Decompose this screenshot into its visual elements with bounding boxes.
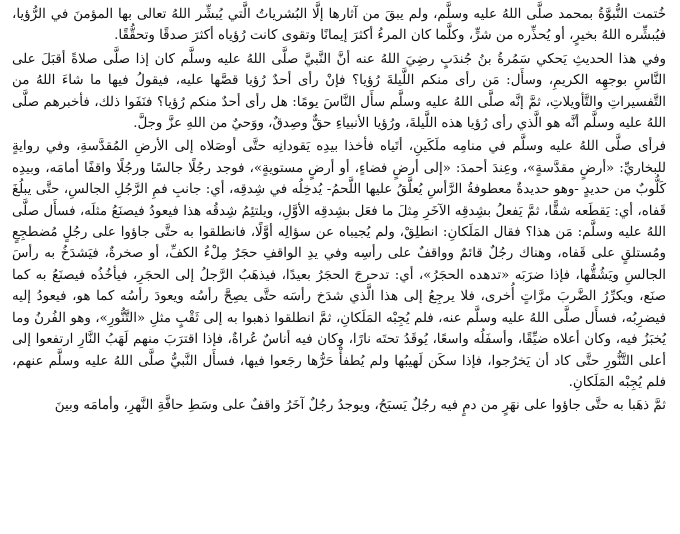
- paragraph-intro: خُتمت النُّبوَّةُ بمحمد صلَّى اللهُ عليه وسلَّم، ولم يبقَ من آثارها إلَّا البُشرياتُ الَّتي يُبشِّر اللهُ تعالى بها المؤمنَ في الرُّؤيا، فيُبشِّره اللهُ بخيرٍ، أو يُحذِّره من شرٍّ، وكلَّما كان المرءُ أكثرَ إيمانًا وتقوى كانت رُؤياه أكثرَ صدقًا وتحقُّقًا.: [12, 7, 666, 44]
- paragraph-dream-narrative: فرأى صلَّى اللهُ عليه وسلَّم في منامِه ملَكَينِ، أتَياه فأخذا بيدِه يَقودانِه حتَّى أوصَلاه إلى الأرضِ المُقدَّسةِ، وفي روايةٍ للبخاريِّ: «أرضٍ مقدَّسةٍ»، وعِندَ أحمدَ: «إلى أرضٍ فضاءٍ، أو أرضٍ مستويةٍ»، فوجد رجُلًا جالسًا ورجُلًا واقفًا أمامَه، وبيدِه كَلُّوبٌ من حديدٍ -وهو حديدةٌ معطوفةُ الرَّأسِ يُعلَّقُ عليها اللَّحمُ- يُدخِلُه في شِدقِه، أي: جانبِ فمِ الرَّجُلِ الجالسِ، حتَّى يبلُغَ قَفاه، أي: يَقطَعه شقًّا، ثمَّ يَفعلُ بشِدقِه الآخَرِ مِثلَ ما فعَل بشِدقِه الأوَّلِ، ويلتئِمُ شِدقُه هذا فيعودُ فيصنَعُ مثلَه، فسأَل صلَّى اللهُ عليه وسلَّم: مَن هذا؟ فقال المَلَكانِ: انطلِقْ، ولم يُجيباه عن سؤالِه أوَّلًا، فانطلقوا به حتَّى جاؤوا على رجُلٍ مُضطجِعٍ ومُستلقٍ على قَفاه، وهناك رجُلٌ قائمٌ وواقفٌ على رأسِه وفي يدِ الواقفِ حجَرٌ مِلْءُ الكفِّ، أو صخرةٌ، فيَشدَخُ به رأسَ الجالسِ ويَشُقُّها، فإذا ضرَبَه «تدهده الحجَرُ»، أي: تدحرجَ الحجَرُ بعيدًا، فيذهَبُ الرَّجلُ إلى الحجَرِ، فيأخُذُه فيصنَعُ به كما صنَع، ويكرِّرُ الضَّربَ مرَّاتٍ أُخرى، فلا يرجِعُ إلى هذا الَّذي شدَخ رأسَه حتَّى يصِحَّ رأسُه ويعودَ رأسُه كما هو، فيعودُ إليه فيضرِبُه، فسأَل صلَّى اللهُ عليه وسلَّم عنه، فلم يُجِبْه المَلَكانِ، ثمَّ انطلقوا ذهبوا به إلى ثَقْبٍ مثلِ «التَّنُّورِ»، وهو الفُرنُ وما يُخبَزُ فيه، وكان أعلاه ضيِّقًا، وأسفَلُه واسعًا، يُوقَدُ تحتَه نارًا، وكان فيه أناسٌ عُراةٌ، فإذا اقترَبَ منهم لَهَبُ النَّارِ ارتفعوا إلى أعلى التَّنُّورِ حتَّى كاد أن يَخرُجوا، فإذا سكَن لَهيبُها ولم يُطفأْ حَرُّها رجَعوا فيها، فسأَل النَّبيُّ صلَّى اللهُ عليه وسلَّم عنهم، فلم يُجِبْه المَلَكانِ.: [12, 139, 666, 390]
- paragraph-river-of-blood: ثمَّ ذهَبا به حتَّى جاؤوا على نهَرٍ من دمٍ فيه رجُلٌ يَسبَحُ، ويوجدُ رجُلٌ آخَرُ واقفٌ على وسَطِ حافَّةِ النَّهرِ، وأمامَه وبينَ: [54, 398, 666, 414]
- paragraph-hadith-context: وفي هذا الحديثِ يَحكي سَمُرةُ بنُ جُندَبٍ رضِيَ اللهُ عنه أنَّ النَّبيَّ صلَّى اللهُ عليه وسلَّم كان إذا صلَّى صلاةً أقبَلَ على النَّاسِ بوجهِه الكريمِ، وسأَل: مَن رأى منكم اللَّيلةَ رُؤيا؟ فإنْ رأى أحدٌ رُؤيا قصَّها عليه، فيقولُ فيها ما شاءَ اللهُ من التَّفسيراتِ والتَّأويلاتِ، ثمَّ إنَّه صلَّى اللهُ عليه وسلَّم سأَل النَّاسَ يومًا: هل رأى أحدٌ منكم رُؤيا؟ فنَفَوا ذلك، فأخبرهم صلَّى اللهُ عليه وسلَّم أنَّه هو الَّذي رأى رُؤيا هذه اللَّيلةَ، ورُؤيا الأنبياءِ حقٌّ وصِدقٌ، ووَحيٌ من اللهِ عزَّ وجلَّ.: [12, 51, 666, 132]
